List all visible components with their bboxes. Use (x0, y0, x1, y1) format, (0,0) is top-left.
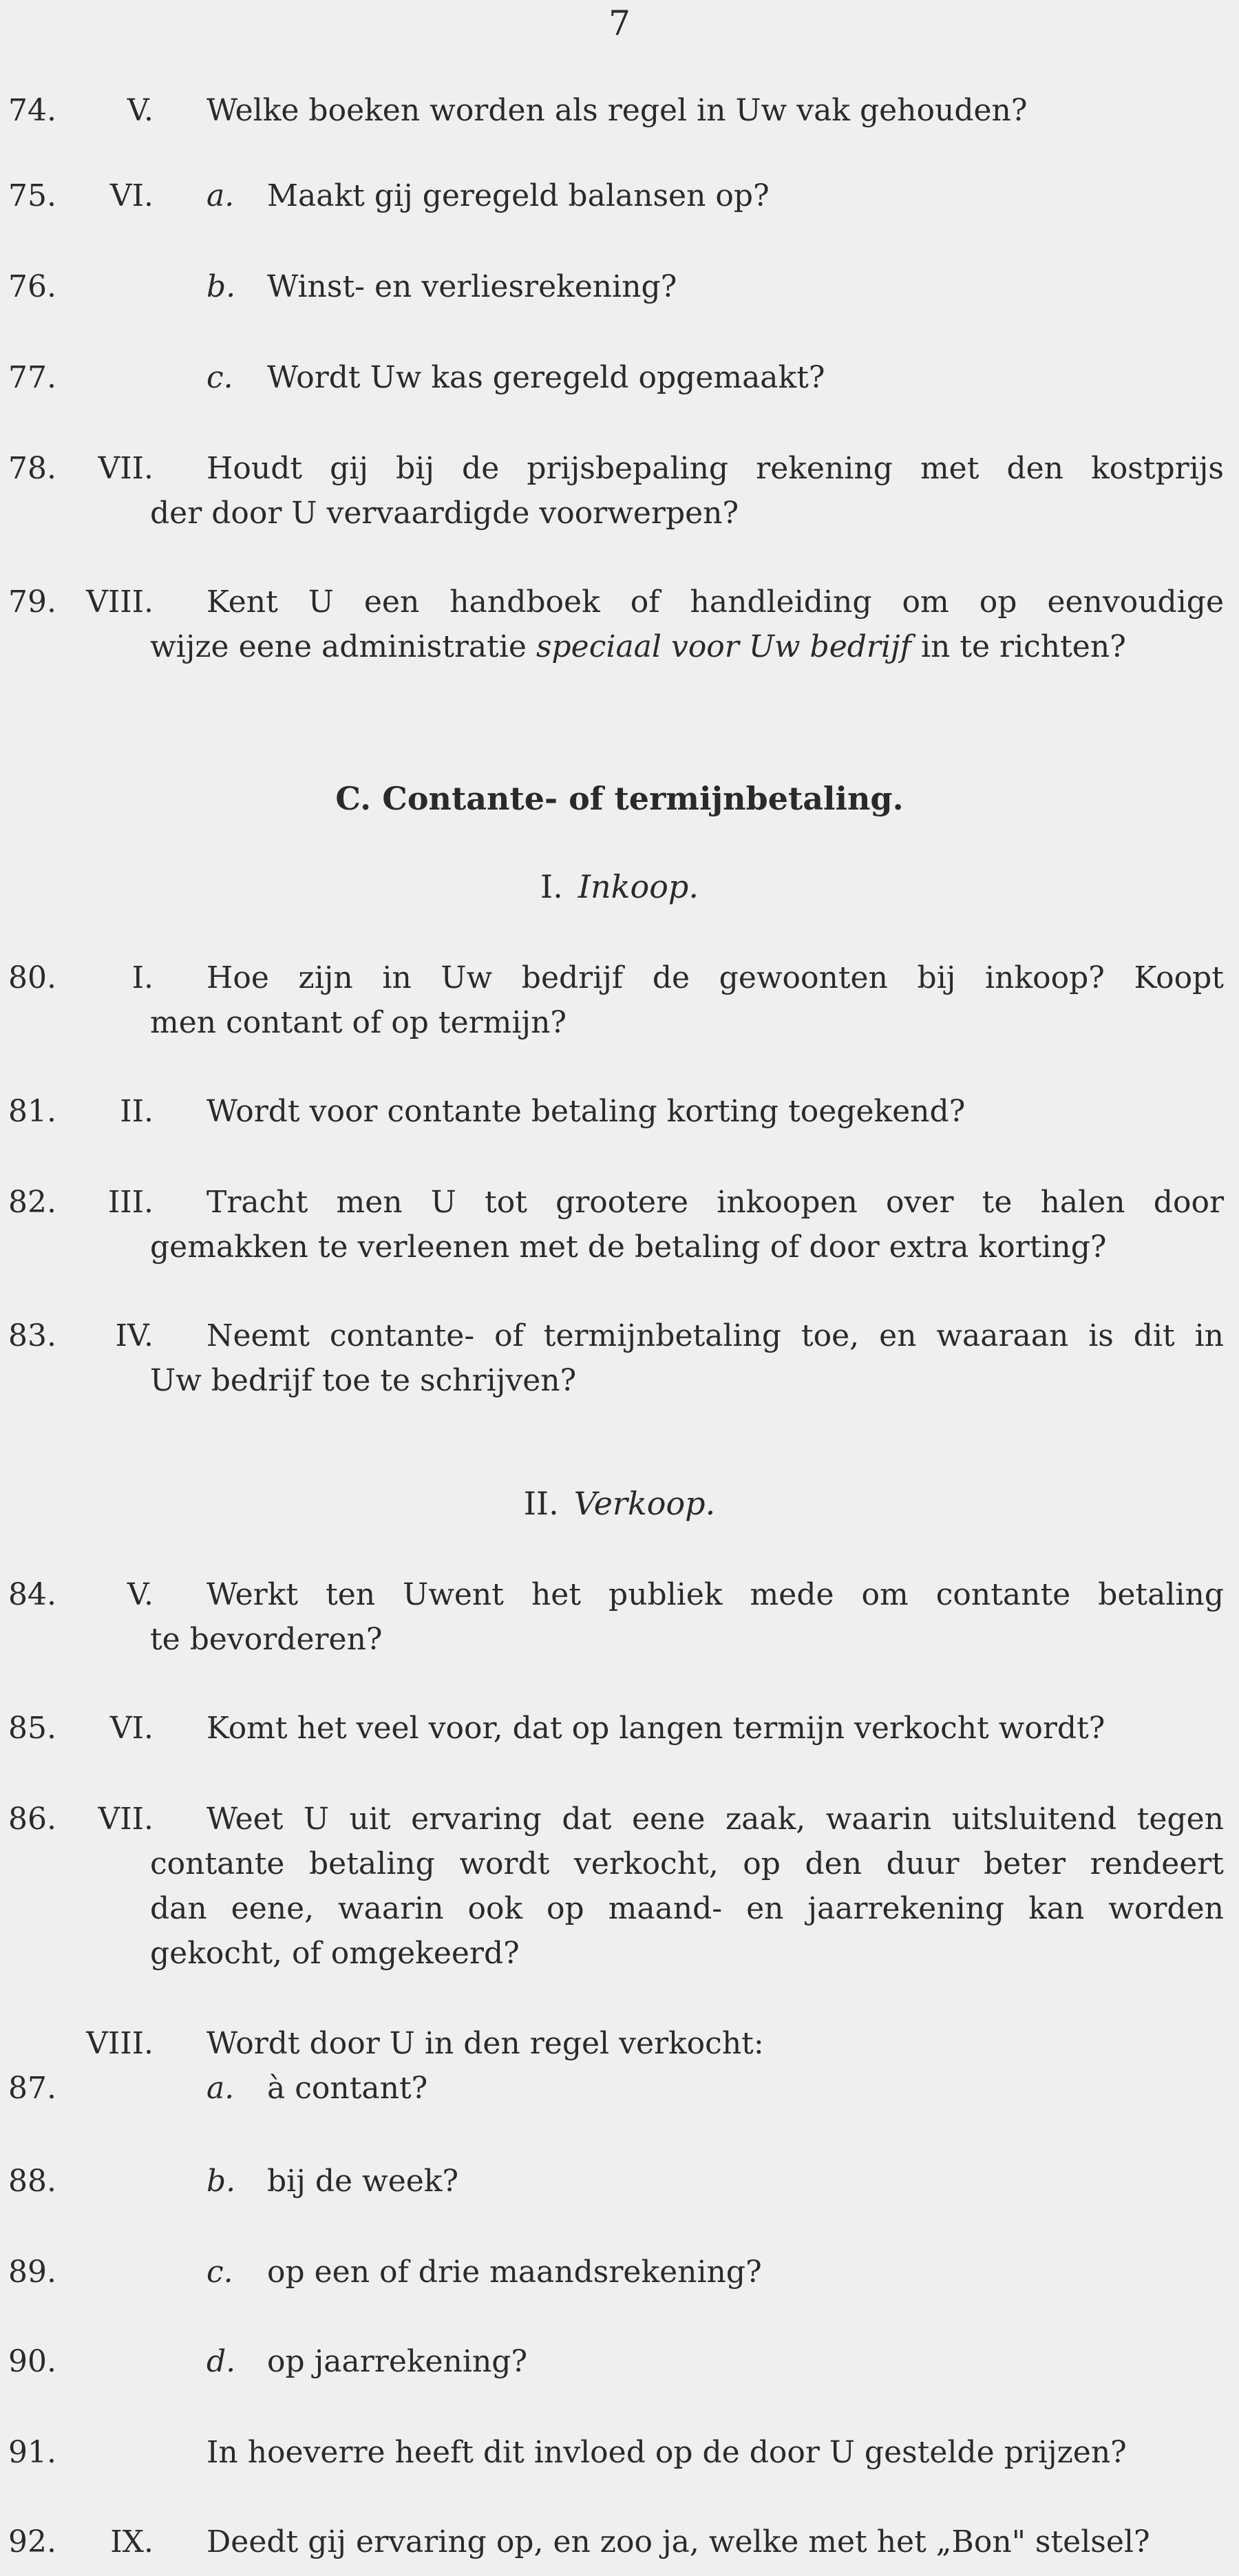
question-sub-letter: a. (206, 178, 235, 213)
question-text-line: te bevorderen? (150, 1622, 383, 1657)
question-text: Maakt gij geregeld balansen op? (267, 178, 770, 213)
question-text: Wordt voor contante betaling korting toegekend? (206, 1094, 966, 1129)
question-number: 87. (8, 2071, 56, 2106)
question-number: 75. (8, 178, 56, 213)
question-number: 82. (8, 1185, 56, 1220)
question-text: Deedt gij ervaring op, en zoo ja, welke met het „Bon" stelsel? (206, 2524, 1150, 2559)
question-87 (0, 2021, 1239, 2111)
question-76 (0, 264, 1239, 309)
question-sub-letter: b. (206, 269, 236, 304)
question-text-line: Hoe zijn in Uw bedrijf de gewoonten bij inkoop? Koopt (206, 960, 1224, 995)
question-74 (0, 88, 1239, 133)
question-number: 92. (8, 2524, 56, 2559)
question-text: op een of drie maandsrekening? (267, 2255, 762, 2290)
question-roman: IX. (110, 2524, 153, 2559)
question-85 (0, 1706, 1239, 1751)
question-83 (0, 1313, 1239, 1403)
question-roman: V. (127, 1577, 153, 1612)
question-sub-letter: c. (206, 2255, 233, 2290)
question-text-line: Werkt ten Uwent het publiek mede om contante betaling (206, 1577, 1224, 1612)
question-text-line: Neemt contante- of termijnbetaling toe, en waaraan is dit in (206, 1318, 1224, 1353)
question-text: bij de week? (267, 2164, 459, 2199)
subsection-title: Verkoop. (573, 1485, 716, 1522)
question-number: 81. (8, 1094, 56, 1129)
question-text-line: Tracht men U tot grootere inkoopen over te halen door (206, 1185, 1224, 1220)
question-text-line: gemakken te verleenen met de betaling of door extra korting? (150, 1229, 1107, 1265)
question-82 (0, 1180, 1239, 1269)
question-sub-letter: a. (206, 2071, 235, 2106)
question-roman: VII. (98, 451, 153, 486)
question-roman: IV. (115, 1318, 153, 1353)
question-roman: V. (127, 93, 153, 128)
question-number: 83. (8, 1318, 56, 1353)
question-text-line: contante betaling wordt verkocht, op den duur beter rendeert (150, 1846, 1224, 1881)
question-89 (0, 2250, 1239, 2294)
question-text-line: Kent U een handboek of handleiding om op eenvoudige (206, 584, 1224, 620)
question-roman: I. (131, 960, 153, 995)
question-92 (0, 2520, 1239, 2564)
question-text-line: dan eene, waarin ook op maand- en jaarrekening kan worden (150, 1891, 1224, 1926)
subsection-heading-inkoop (0, 866, 1239, 907)
subsection-heading-verkoop (0, 1483, 1239, 1524)
question-number: 90. (8, 2344, 56, 2379)
question-text: In hoeverre heeft dit invloed op de door U gestelde prijzen? (206, 2435, 1127, 2470)
question-sub-letter: d. (206, 2344, 236, 2379)
question-roman: VI. (109, 178, 153, 213)
question-75 (0, 173, 1239, 218)
question-text: Winst- en verliesrekening? (267, 269, 677, 304)
question-roman: III. (107, 1185, 153, 1220)
question-roman: VII. (98, 1802, 153, 1837)
question-roman: VIII. (86, 584, 153, 620)
question-79 (0, 580, 1239, 669)
question-number: 91. (8, 2435, 56, 2470)
question-text: Komt het veel voor, dat op langen termijn verkocht wordt? (206, 1711, 1105, 1746)
question-text: à contant? (267, 2071, 428, 2106)
question-text-line: gekocht, of omgekeerd? (150, 1936, 520, 1971)
question-84 (0, 1572, 1239, 1662)
question-90 (0, 2339, 1239, 2384)
section-title: Contante- of termijnbetaling. (382, 780, 904, 817)
question-number: 84. (8, 1577, 56, 1612)
question-roman: VI. (109, 1711, 153, 1746)
question-number: 76. (8, 269, 56, 304)
section-heading (0, 778, 1239, 819)
question-91 (0, 2430, 1239, 2475)
page-number: 7 (608, 3, 631, 43)
question-81 (0, 1089, 1239, 1134)
subsection-roman: II. (523, 1485, 559, 1522)
question-text-line: Houdt gij bij de prijsbepaling rekening met den kostprijs (206, 451, 1224, 486)
question-text-line: in te richten? (911, 629, 1126, 664)
question-number: 79. (8, 584, 56, 620)
question-number: 80. (8, 960, 56, 995)
question-88 (0, 2159, 1239, 2204)
question-intro: Wordt door U in den regel verkocht: (206, 2026, 764, 2061)
question-number: 74. (8, 93, 56, 128)
question-text-line: Weet U uit ervaring dat eene zaak, waarin uitsluitend tegen (206, 1802, 1224, 1837)
question-86 (0, 1797, 1239, 1976)
question-sub-letter: b. (206, 2164, 236, 2199)
question-text: Wordt Uw kas geregeld opgemaakt? (267, 360, 825, 395)
emphasis-text: speciaal voor Uw bedrijf (536, 629, 911, 664)
question-77 (0, 355, 1239, 400)
question-number: 77. (8, 360, 56, 395)
question-text: Welke boeken worden als regel in Uw vak gehouden? (206, 93, 1028, 128)
question-number: 88. (8, 2164, 56, 2199)
question-text-line: wijze eene administratie (150, 629, 536, 664)
question-text: op jaarrekening? (267, 2344, 528, 2379)
question-80 (0, 956, 1239, 1045)
question-number: 89. (8, 2255, 56, 2290)
question-number: 78. (8, 451, 56, 486)
question-roman: II. (120, 1094, 153, 1129)
question-78 (0, 446, 1239, 536)
question-sub-letter: c. (206, 360, 233, 395)
subsection-title: Inkoop. (578, 868, 699, 905)
subsection-roman: I. (540, 868, 563, 905)
section-letter: C. (335, 780, 372, 817)
question-number: 86. (8, 1802, 56, 1837)
question-number: 85. (8, 1711, 56, 1746)
question-text-line: Uw bedrijf toe te schrijven? (150, 1363, 577, 1398)
question-roman: VIII. (86, 2026, 153, 2061)
question-text-line: der door U vervaardigde voorwerpen? (150, 496, 739, 531)
question-text-line: men contant of op termijn? (150, 1005, 566, 1040)
